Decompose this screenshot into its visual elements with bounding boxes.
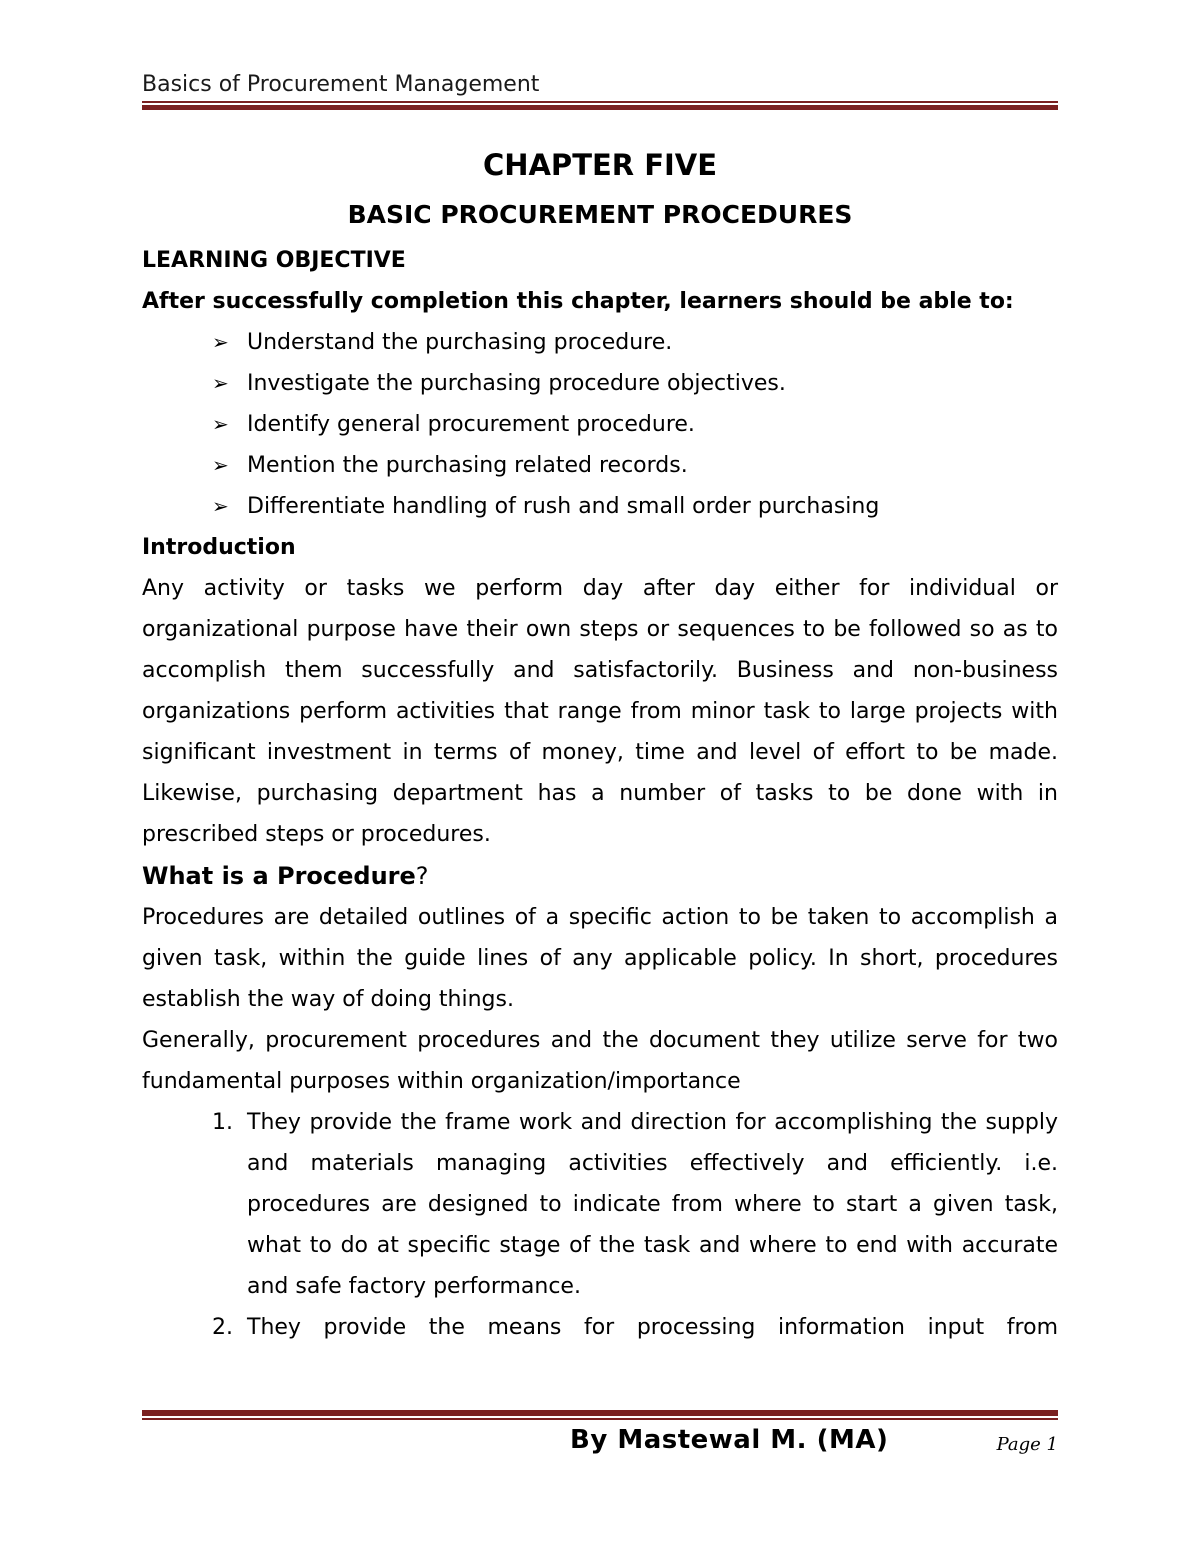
page-body [142, 140, 1058, 1348]
list-item [212, 404, 1058, 445]
list-item [212, 322, 1058, 363]
purpose-text: They provide the frame work and direction for accomplishing the supply and materials managing activities effectively and efficiently. i.e. procedures are designed to indicate from where to start a given task, what to do at specific stage of the task and where to end with accurate and safe factory performance. [247, 1110, 1058, 1299]
objectives-list [142, 322, 1058, 527]
footer-rule-thick-line [142, 1410, 1058, 1416]
introduction-heading: Introduction [142, 535, 296, 560]
arrow-bullet-icon: ➢ [212, 453, 229, 477]
objective-text: Differentiate handling of rush and small order purchasing [247, 494, 880, 519]
footer-rule-thin-line [142, 1418, 1058, 1420]
arrow-bullet-icon: ➢ [212, 371, 229, 395]
arrow-bullet-icon: ➢ [212, 412, 229, 436]
objective-text: Mention the purchasing related records. [247, 453, 688, 478]
list-number: 2. [212, 1315, 233, 1340]
procedure-purposes-intro: Generally, procurement procedures and the document they utilize serve for two fundamental purposes within organization/importance [142, 1028, 1058, 1094]
chapter-title: CHAPTER FIVE [482, 148, 718, 182]
procedure-definition: Procedures are detailed outlines of a specific action to be taken to accomplish a given task, within the guide lines of any applicable policy. In short, procedures establish the way of doing things. [142, 905, 1058, 1012]
arrow-bullet-icon: ➢ [212, 494, 229, 518]
header-rule-thin-line [142, 101, 1058, 103]
list-item [212, 486, 1058, 527]
footer-author: By Mastewal M. (MA) [570, 1425, 889, 1455]
list-item [212, 363, 1058, 404]
procedure-heading [142, 855, 1058, 897]
footer-rule [142, 1410, 1058, 1420]
list-item [212, 445, 1058, 486]
running-header: Basics of Procurement Management [142, 72, 540, 97]
objectives-intro: After successfully completion this chapter, learners should be able to: [142, 289, 1014, 314]
list-item [142, 1307, 1058, 1348]
chapter-subtitle: BASIC PROCUREMENT PROCEDURES [347, 200, 853, 229]
objective-text: Understand the purchasing procedure. [247, 330, 673, 355]
objective-text: Investigate the purchasing procedure objectives. [247, 371, 786, 396]
header-rule-thick-line [142, 105, 1058, 110]
purposes-list [142, 1102, 1058, 1348]
page-number: Page 1 [996, 1434, 1058, 1455]
list-item [142, 1102, 1058, 1307]
introduction-paragraph: Any activity or tasks we perform day after day either for individual or organizational purpose have their own steps or sequences to be followed so as to accomplish them successfully and satisfactorily. Business and non-business organizations perform activities that range from minor task to large projects with significant investment in terms of money, time and level of effort to be made. Likewise, purchasing department has a number of tasks to be done with in prescribed steps or procedures. [142, 576, 1058, 847]
header-rule [142, 101, 1058, 110]
list-number: 1. [212, 1110, 233, 1135]
objectives-heading: LEARNING OBJECTIVE [142, 248, 406, 273]
objective-text: Identify general procurement procedure. [247, 412, 695, 437]
arrow-bullet-icon: ➢ [212, 330, 229, 354]
procedure-heading-text: What is a Procedure [142, 862, 416, 890]
procedure-heading-mark: ? [415, 862, 429, 890]
purpose-text: They provide the means for processing information input from [247, 1315, 1058, 1340]
document-page [142, 0, 1058, 1553]
